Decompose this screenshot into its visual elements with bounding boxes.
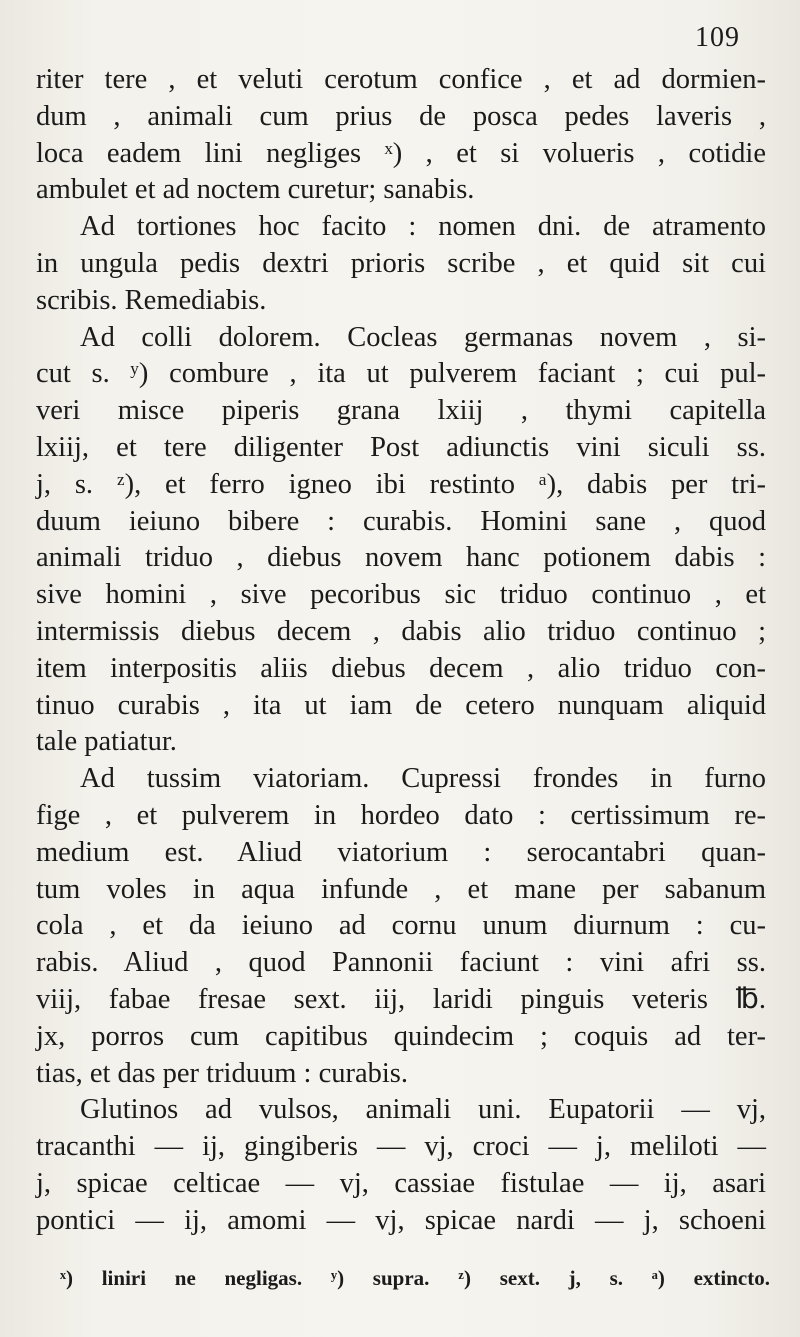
- text-line: item interpositis aliis diebus decem , alio triduo con-: [36, 652, 766, 684]
- footnote-z: ᶻ) sext. j, s.: [458, 1266, 624, 1290]
- text-line: animali triduo , diebus novem hanc potionem dabis :: [36, 542, 766, 574]
- footnotes: [60, 1266, 770, 1291]
- text-line: tale patiatur.: [36, 726, 177, 758]
- paragraph-start: Glutinos ad vulsos, animali uni. Eupatorii — vj,: [80, 1094, 766, 1126]
- text-line: jx, porros cum capitibus quindecim ; coquis ad ter-: [36, 1020, 766, 1052]
- text-line: j, s. ᶻ), et ferro igneo ibi restinto ᵃ), dabis per tri-: [36, 468, 766, 500]
- text-line: [36, 761, 766, 798]
- page-number: 109: [695, 22, 740, 53]
- text-line: scribis. Remediabis.: [36, 284, 267, 316]
- footnote-x: ˣ) liniri ne negligas.: [60, 1266, 303, 1290]
- text-line: tracanthi — ij, gingiberis — vj, croci — j, meliloti —: [36, 1131, 766, 1163]
- text-line: [36, 1092, 766, 1129]
- text-line: tias, et das per triduum : curabis.: [36, 1057, 408, 1089]
- text-line: dum , animali cum prius de posca pedes laveris ,: [36, 100, 766, 132]
- footnote-a: ᵃ) extincto.: [651, 1266, 770, 1290]
- text-line: ambulet et ad noctem curetur; sanabis.: [36, 174, 475, 206]
- text-line: intermissis diebus decem , dabis alio triduo continuo ;: [36, 615, 766, 647]
- text-line: riter tere , et veluti cerotum confice , et ad dormien-: [36, 64, 766, 95]
- text-line: j, spicae celticae — vj, cassiae fistulae — ij, asari: [36, 1167, 766, 1199]
- body-text: [36, 62, 766, 1240]
- text-line: loca eadem lini negliges ˣ) , et si volueris , cotidie: [36, 137, 766, 169]
- text-line: fige , et pulverem in hordeo dato : certissimum re-: [36, 799, 766, 831]
- text-line: [36, 320, 766, 357]
- paragraph-start: Ad tussim viatoriam. Cupressi frondes in furno: [80, 763, 766, 795]
- text-line: rabis. Aliud , quod Pannonii faciunt : vini afri ss.: [36, 947, 766, 979]
- text-line: pontici — ij, amomi — vj, spicae nardi — j, schoeni: [36, 1204, 766, 1236]
- text-line: cut s. ʸ) combure , ita ut pulverem faciant ; cui pul-: [36, 358, 766, 390]
- footnote-y: ʸ) supra.: [330, 1266, 430, 1290]
- text-line: tinuo curabis , ita ut iam de cetero nunquam aliquid: [36, 689, 766, 721]
- text-line: [36, 209, 766, 246]
- text-line: viij, fabae fresae sext. iij, laridi pinguis veteris ℔.: [36, 983, 766, 1015]
- text-line: tum voles in aqua infunde , et mane per sabanum: [36, 873, 766, 905]
- text-line: sive homini , sive pecoribus sic triduo continuo , et: [36, 579, 766, 611]
- text-line: veri misce piperis grana lxiij , thymi capitella: [36, 395, 766, 427]
- text-line: medium est. Aliud viatorium : serocantabri quan-: [36, 836, 766, 868]
- paragraph-start: Ad colli dolorem. Cocleas germanas novem , si-: [80, 321, 766, 353]
- text-line: cola , et da ieiuno ad cornu unum diurnum : cu-: [36, 910, 766, 942]
- paragraph-start: Ad tortiones hoc facito : nomen dni. de atramento: [80, 211, 766, 243]
- text-line: duum ieiuno bibere : curabis. Homini sane , quod: [36, 505, 766, 537]
- text-line: in ungula pedis dextri prioris scribe , et quid sit cui: [36, 247, 766, 279]
- text-line: lxiij, et tere diligenter Post adiunctis vini siculi ss.: [36, 431, 766, 463]
